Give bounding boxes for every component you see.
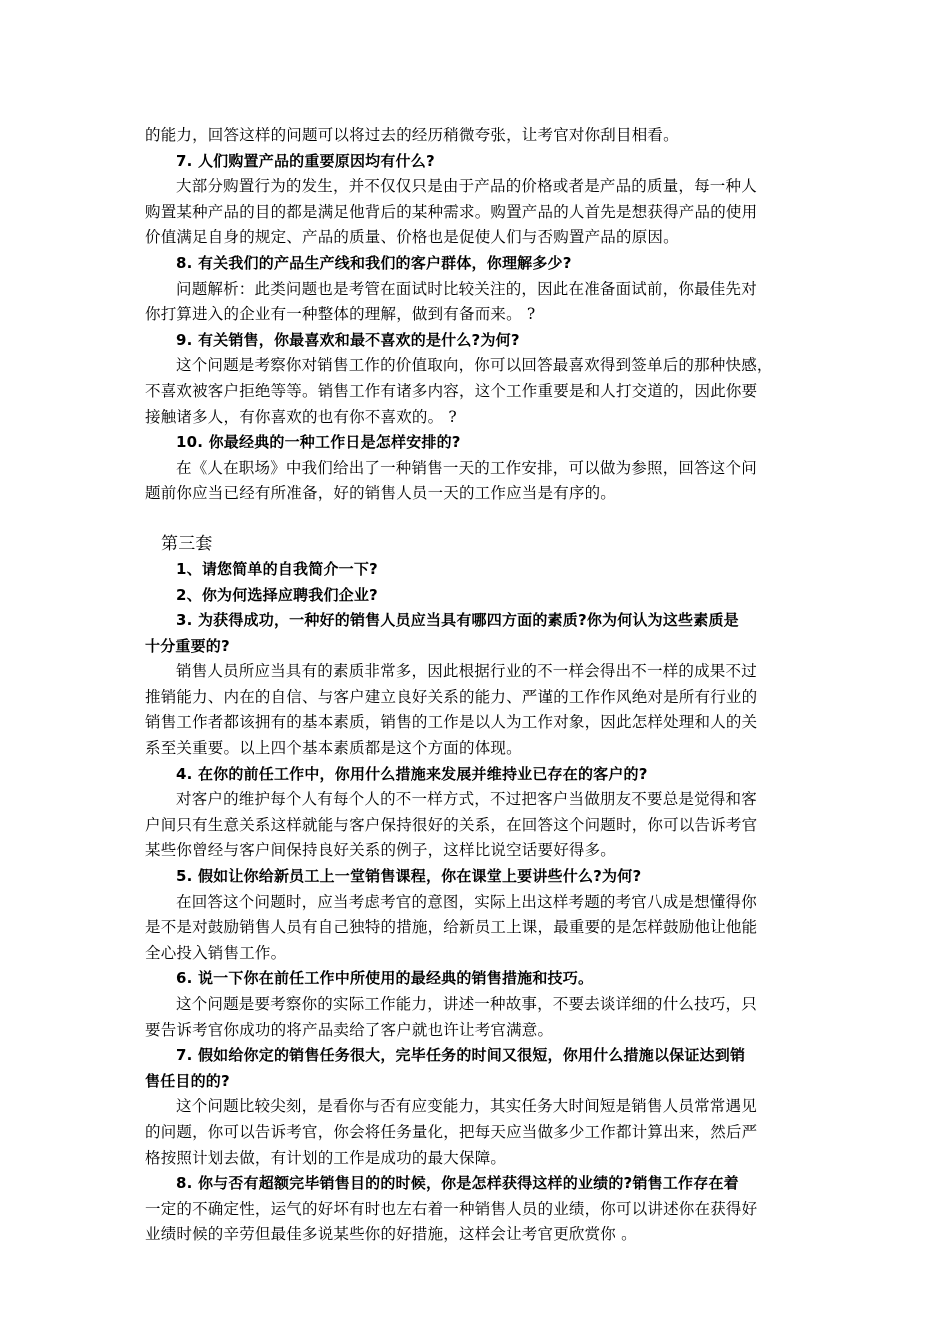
paragraph-line: 不喜欢被客户拒绝等等。销售工作有诸多内容，这个工作重要是和人打交道的，因此你要 [145,381,758,400]
paragraph-line: 价值满足自身的规定、产品的质量、价格也是促使人们与否购置产品的原因。 [145,228,679,247]
paragraph-line: 的问题，你可以告诉考官，你会将任务量化，把每天应当做多少工作都计算出来，然后严 [145,1122,758,1141]
paragraph-line: 全心投入销售工作。 [145,943,287,962]
question-line: 1、请您简单的自我简介一下? [176,559,378,578]
question-line: 8. 有关我们的产品生产线和我们的客户群体，你理解多少? [176,253,572,272]
paragraph-line: 接触诸多人，有你喜欢的也有你不喜欢的。 ? [145,407,457,426]
question-line: 9. 有关销售，你最喜欢和最不喜欢的是什么?为何? [176,330,520,349]
paragraph-line: 要告诉考官你成功的将产品卖给了客户就也许让考官满意。 [145,1020,554,1039]
section-heading: 第三套 [161,533,213,554]
paragraph-line: 某些你曾经与客户间保持良好关系的例子，这样比说空话要好得多。 [145,841,617,860]
document-page [145,123,810,1248]
question-line: 2、你为何选择应聘我们企业? [176,585,378,604]
paragraph-line: 一定的不确定性，运气的好坏有时也左右着一种销售人员的业绩，你可以讲述你在获得好 [145,1199,758,1218]
question-line: 6. 说一下你在前任工作中所使用的最经典的销售措施和技巧。 [176,969,594,988]
paragraph-line: 大部分购置行为的发生，并不仅仅只是由于产品的价格或者是产品的质量，每一种人 [176,177,757,196]
question-line: 8. 你与否有超额完毕销售目的的时候，你是怎样获得这样的业绩的?销售工作存在着 [176,1174,739,1193]
paragraph-line: 销售工作者都该拥有的基本素质，销售的工作是以人为工作对象，因此怎样处理和人的关 [145,713,758,732]
question-line: 售任目的的? [145,1071,230,1090]
paragraph-line: 这个问题是考察你对销售工作的价值取向，你可以回答最喜欢得到签单后的那种快感， [176,356,773,375]
paragraph-line: 推销能力、内在的自信、与客户建立良好关系的能力、严谨的工作作风绝对是所有行业的 [145,687,758,706]
paragraph-line: 的能力，回答这样的问题可以将过去的经历稍微夸张，让考官对你刮目相看。 [145,126,679,144]
question-line: 4. 在你的前任工作中，你用什么措施来发展并维持业已存在的客户的? [176,764,648,783]
paragraph-line: 在《人在职场》中我们给出了一种销售一天的工作安排，可以做为参照，回答这个问 [176,458,757,477]
paragraph-line: 这个问题是要考察你的实际工作能力，讲述一种故事，不要去谈详细的什么技巧，只 [176,995,757,1013]
paragraph-line: 你打算进入的企业有一种整体的理解，做到有备而来。 ? [145,305,536,324]
question-line: 3. 为获得成功，一种好的销售人员应当具有哪四方面的素质?你为何认为这些素质是 [176,611,739,630]
paragraph-line: 购置某种产品的目的都是满足他背后的某种需求。购置产品的人首先是想获得产品的使用 [145,202,758,221]
paragraph-line: 题前你应当已经有所准备，好的销售人员一天的工作应当是有序的。 [145,484,617,503]
question-line: 十分重要的? [145,636,230,655]
paragraph-line: 在回答这个问题时，应当考虑考官的意图，实际上出这样考题的考官八成是想懂得你 [176,892,757,911]
paragraph-line: 户间只有生意关系这样就能与客户保持很好的关系，在回答这个问题时，你可以告诉考官 [145,815,758,834]
paragraph-line: 是不是对鼓励销售人员有自己独特的措施，给新员工上课，最重要的是怎样鼓励他让他能 [145,918,758,937]
section-gap [145,507,810,531]
paragraph-line: 格按照计划去做，有计划的工作是成功的最大保障。 [145,1148,507,1167]
paragraph-line: 业绩时候的辛劳但最佳多说某些你的好措施，这样会让考官更欣赏你 。 [145,1225,637,1244]
question-line: 7. 假如给你定的销售任务很大，完毕任务的时间又很短，你用什么措施以保证达到销 [176,1046,746,1065]
question-line: 5. 假如让你给新员工上一堂销售课程，你在课堂上要讲些什么?为何? [176,867,642,886]
paragraph-line: 对客户的维护每个人有每个人的不一样方式，不过把客户当做朋友不要总是觉得和客 [176,790,757,809]
paragraph-line: 这个问题比较尖刻，是看你与否有应变能力，其实任务大时间短是销售人员常常遇见 [176,1097,757,1116]
question-line: 10. 你最经典的一种工作日是怎样安排的? [176,433,461,452]
paragraph-line: 问题解析：此类问题也是考管在面试时比较关注的，因此在准备面试前，你最佳先对 [176,279,757,298]
paragraph-line: 系至关重要。以上四个基本素质都是这个方面的体现。 [145,739,522,758]
question-line: 7. 人们购置产品的重要原因均有什么? [176,151,435,170]
paragraph-line: 销售人员所应当具有的素质非常多，因此根据行业的不一样会得出不一样的成果不过 [176,662,757,681]
